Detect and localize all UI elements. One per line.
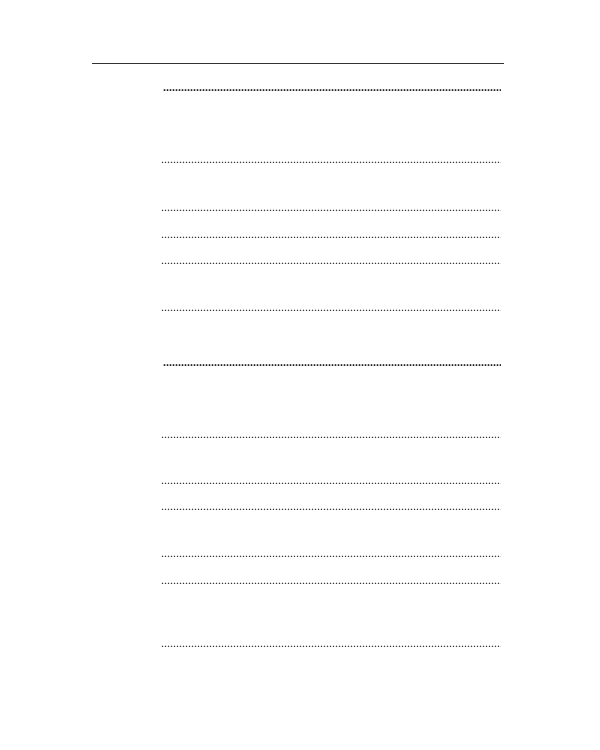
header-rule — [92, 63, 504, 64]
dot-leader — [161, 634, 501, 652]
dot-leader — [163, 351, 501, 373]
dot-leader — [161, 571, 501, 590]
dot-leader — [161, 425, 501, 444]
dot-leader — [161, 497, 501, 516]
dot-leader — [161, 544, 501, 563]
dot-leader — [161, 225, 501, 244]
dot-leader — [161, 150, 501, 169]
dot-leader — [161, 471, 501, 490]
dot-leader — [161, 198, 501, 217]
page-header — [92, 40, 504, 60]
dot-leader — [161, 251, 501, 270]
dot-leader — [161, 298, 501, 317]
dot-leader — [163, 76, 501, 98]
